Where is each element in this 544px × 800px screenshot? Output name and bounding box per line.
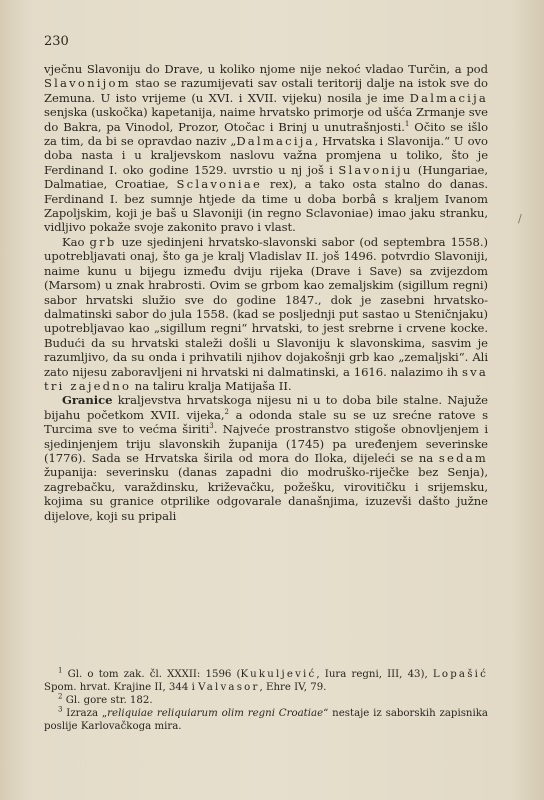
text-run: Gl. gore str. 182. (62, 695, 153, 706)
text-run: a odonda stale su se uz srećne ratove s Turcima sve to većma širiti (44, 407, 488, 437)
text-run: “ nestaje iz saborskih zapisnika poslije Karlovačkoga mira. (44, 708, 488, 732)
footnote-ref: 2 (58, 692, 63, 701)
text-run: Lopašić (432, 669, 488, 680)
text-run: Slavonijom (44, 76, 131, 91)
text-run: vječnu Slavoniju do Drave, u koliko njome nije nekoć vladao Turčin, a pod (44, 62, 488, 76)
text-run: Kao (62, 234, 90, 249)
footnote-ref: 2 (224, 407, 229, 416)
text-run: stao se razumijevati sav ostali teritorij dalje na istok sve do Zemuna. U isto vrijeme (u XVI. i XVII. vijeku) nosila je ime (44, 76, 488, 105)
text-run: grb (89, 234, 117, 249)
text-run: , Hrvatska i Slavonija.“ U ovo doba nasta i u kraljevskom naslovu važna promjena u toliko, što je Ferdinand I. oko godine 1529. uvrstio u nj još i (44, 134, 488, 177)
text-run: reliquiae reliquiarum olim regni Croatiae (107, 708, 324, 719)
text-run: Dalmacija (409, 90, 488, 105)
text-run: Izraza „ (62, 708, 108, 719)
footnote-ref: 3 (58, 705, 63, 714)
text-run: rex), a tako osta stalno do danas. Ferdinand I. bez sumnje htjede da time u doba borbâ s kraljem Ivanom Zapoljskim, koji je baš u Slavoniji (in regno Sclavoniae) imao jaku stranku, vidljivo pokaže svoje zakonito pravo i vlast. (44, 177, 488, 235)
text-run: na taliru kralja Matijaša II. (131, 378, 292, 393)
text-run: kraljevstva hrvatskoga nijesu ni u to doba bile stalne. Najuže bijahu početkom XVII. vijeka, (44, 393, 488, 422)
text-run: sedam (438, 450, 488, 465)
page-number: 230 (44, 34, 69, 49)
text-run: županija: severinsku (danas zapadni dio modruško-riječke bez Senja), zagrebačku, varaždinsku, križevačku, požešku, virovitičku i srijemsku, kojima su granice otprilike odgovarale današnjima, izuzevši dašto južne dijelove, koji su pripali (44, 465, 488, 523)
paragraph (44, 235, 488, 393)
footnote-ref: 1 (58, 666, 63, 675)
footnote (44, 694, 488, 707)
body-text (44, 62, 488, 523)
paragraph (44, 62, 488, 235)
text-run: Sclavoniae (176, 177, 263, 192)
footnote-ref: 3 (209, 422, 214, 431)
text-run: Gl. o tom zak. čl. XXXII: 1596 ( (62, 669, 241, 680)
text-run: uze sjedinjeni hrvatsko-slavonski sabor (od septembra 1558.) upotrebljavati onaj, što ga je kralj Vladislav II. još 1496. potvrdio Slavoniji, naime kunu u bijegu između dviju rijeka (Drave i Save) sa zvijezdom (Marsom) u znak hrabrosti. Ovim se grbom kao zemaljskim (sigillum regni) sabor hrvatski služio sve do godine 1847., dok je zasebni hrvatsko-dalmatinski sabor do jula 1558. (kad se posljednji put sastao u Steničnjaku) upotrebljavao kao „sigillum regni“ hrvatski, to jest srebrne i crvene kocke. Budući da su hrvatski staleži došli u Slavoniju k slavonskima, sasvim je razumljivo, da su onda i prihvatili njihov dojakošnji grb kao „zemaljski“. Ali zato nijesu zaboravljeni ni hrvatski ni dalmatinski, a 1616. nalazimo ih (44, 234, 488, 379)
margin-mark: / (518, 212, 522, 225)
text-run: , Iura regni, III, 43), (316, 669, 433, 680)
footnote (44, 707, 488, 733)
text-run: , Ehre IV, 79. (259, 682, 327, 693)
text-run: Kukuljević (240, 669, 317, 680)
text-run: Dalmacija (236, 134, 315, 149)
text-run: Valvasor (198, 682, 260, 693)
paragraph (44, 393, 488, 523)
text-run: sva tri zajedno (44, 364, 488, 393)
text-run: . Najveće prostranstvo stigoše obnovljenjem i sjedinjenjem triju slavonskih županija (1745) pa uređenjem severinske (1776). Sada se Hrvatska širila od mora do Iloka, dijeleći se na (44, 422, 489, 465)
text-run: (Hungariae, Dalmatiae, Croatiae, (44, 162, 488, 192)
text-run: Granice (62, 393, 113, 408)
footnote-ref: 1 (404, 119, 410, 128)
text-run: senjska (uskočka) kapetanija, naime hrvatsko primorje od ušća Zrmanje sve do Bakra, pa Vinodol, Prozor, Otočac i Brinj u unutrašnjosti. (44, 105, 488, 134)
text-run: Spom. hrvat. Krajine II, 344 i (44, 682, 199, 693)
text-run: Očito se išlo za tim, da bi se opravdao naziv „ (44, 119, 488, 149)
footnotes (44, 668, 488, 733)
footnote (44, 668, 488, 694)
text-run: Slavoniju (338, 162, 413, 177)
